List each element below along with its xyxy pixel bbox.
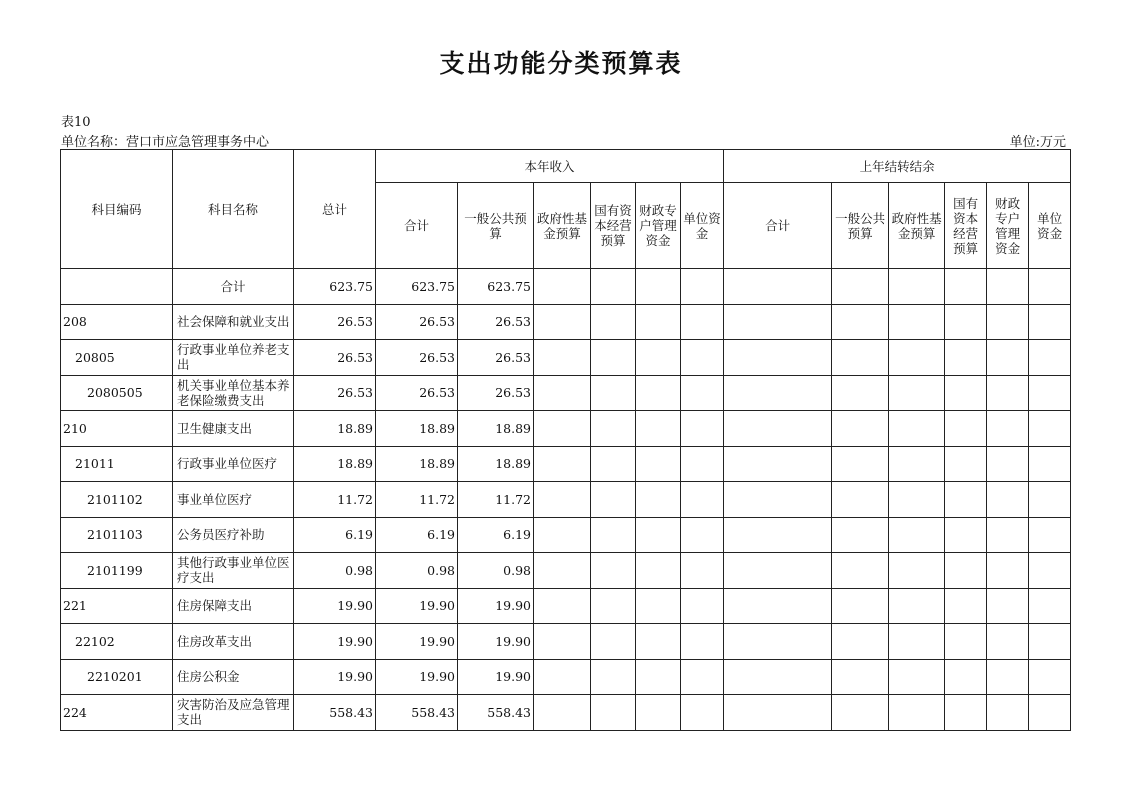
subject-name: 公务员医疗补助 (173, 517, 294, 553)
empty-cell (636, 482, 681, 518)
empty-cell (889, 411, 945, 447)
header-carryover: 上年结转结余 (724, 150, 1071, 183)
row-total: 26.53 (294, 340, 376, 376)
empty-cell (832, 659, 889, 695)
empty-cell (987, 269, 1029, 305)
header-name: 科目名称 (173, 150, 294, 269)
empty-cell (945, 375, 987, 411)
subject-name: 住房改革支出 (173, 624, 294, 660)
empty-cell (724, 340, 832, 376)
empty-cell (591, 411, 636, 447)
empty-cell (636, 695, 681, 731)
empty-cell (681, 375, 724, 411)
empty-cell (534, 624, 591, 660)
row-cy-sum: 19.90 (376, 588, 458, 624)
empty-cell (889, 517, 945, 553)
empty-cell (832, 304, 889, 340)
total-label: 合计 (173, 269, 294, 305)
subject-code: 2101102 (61, 482, 173, 518)
empty-cell (591, 695, 636, 731)
empty-cell (987, 659, 1029, 695)
subject-code: 2210201 (61, 659, 173, 695)
empty-cell (724, 304, 832, 340)
row-cy-general: 18.89 (458, 411, 534, 447)
header-co-sum: 合计 (724, 183, 832, 269)
header-co-gov-fund: 政府性基金预算 (889, 183, 945, 269)
empty-cell (945, 304, 987, 340)
header-total: 总计 (294, 150, 376, 269)
row-cy-general: 26.53 (458, 375, 534, 411)
table-row (61, 482, 1071, 518)
empty-cell (1029, 695, 1071, 731)
empty-cell (636, 588, 681, 624)
row-cy-sum: 18.89 (376, 411, 458, 447)
empty-cell (591, 517, 636, 553)
empty-cell (945, 659, 987, 695)
empty-cell (1029, 304, 1071, 340)
empty-cell (591, 624, 636, 660)
empty-cell (636, 269, 681, 305)
empty-cell (534, 304, 591, 340)
header-code: 科目编码 (61, 150, 173, 269)
empty-cell (945, 588, 987, 624)
table-row (61, 375, 1071, 411)
total-general: 623.75 (458, 269, 534, 305)
empty-cell (724, 375, 832, 411)
empty-cell (1029, 517, 1071, 553)
row-cy-sum: 6.19 (376, 517, 458, 553)
row-cy-sum: 558.43 (376, 695, 458, 731)
header-co-fiscal-account: 财政专户管理资金 (987, 183, 1029, 269)
empty-cell (534, 695, 591, 731)
empty-cell (889, 340, 945, 376)
total-code (61, 269, 173, 305)
header-cy-gov-fund: 政府性基金预算 (534, 183, 591, 269)
currency-unit: 单位:万元 (1009, 135, 1066, 150)
row-cy-general: 26.53 (458, 340, 534, 376)
empty-cell (724, 588, 832, 624)
empty-cell (987, 411, 1029, 447)
empty-cell (591, 375, 636, 411)
empty-cell (987, 446, 1029, 482)
row-cy-general: 19.90 (458, 588, 534, 624)
empty-cell (987, 375, 1029, 411)
table-row (61, 517, 1071, 553)
total-total: 623.75 (294, 269, 376, 305)
empty-cell (724, 517, 832, 553)
subject-code: 224 (61, 695, 173, 731)
row-total: 19.90 (294, 624, 376, 660)
empty-cell (724, 659, 832, 695)
empty-cell (636, 340, 681, 376)
empty-cell (681, 624, 724, 660)
row-cy-sum: 0.98 (376, 553, 458, 589)
empty-cell (1029, 375, 1071, 411)
empty-cell (1029, 659, 1071, 695)
row-cy-general: 558.43 (458, 695, 534, 731)
empty-cell (534, 517, 591, 553)
empty-cell (681, 304, 724, 340)
empty-cell (889, 482, 945, 518)
empty-cell (832, 695, 889, 731)
empty-cell (534, 340, 591, 376)
row-total: 19.90 (294, 659, 376, 695)
header-co-general: 一般公共预算 (832, 183, 889, 269)
header-cy-sum: 合计 (376, 183, 458, 269)
row-total: 26.53 (294, 304, 376, 340)
empty-cell (534, 269, 591, 305)
empty-cell (945, 624, 987, 660)
row-cy-sum: 19.90 (376, 624, 458, 660)
empty-cell (832, 624, 889, 660)
row-cy-sum: 26.53 (376, 340, 458, 376)
empty-cell (945, 411, 987, 447)
empty-cell (681, 340, 724, 376)
empty-cell (945, 340, 987, 376)
row-cy-sum: 18.89 (376, 446, 458, 482)
empty-cell (591, 340, 636, 376)
subject-name: 卫生健康支出 (173, 411, 294, 447)
row-cy-sum: 11.72 (376, 482, 458, 518)
empty-cell (681, 659, 724, 695)
row-total: 19.90 (294, 588, 376, 624)
empty-cell (832, 482, 889, 518)
empty-cell (889, 304, 945, 340)
row-cy-general: 18.89 (458, 446, 534, 482)
empty-cell (945, 695, 987, 731)
empty-cell (1029, 588, 1071, 624)
row-cy-general: 6.19 (458, 517, 534, 553)
row-total: 18.89 (294, 411, 376, 447)
subject-code: 2080505 (61, 375, 173, 411)
empty-cell (832, 375, 889, 411)
empty-cell (832, 269, 889, 305)
header-current-year: 本年收入 (376, 150, 724, 183)
empty-cell (832, 553, 889, 589)
subject-name: 灾害防治及应急管理支出 (173, 695, 294, 731)
row-cy-general: 26.53 (458, 304, 534, 340)
empty-cell (1029, 624, 1071, 660)
subject-code: 22102 (61, 624, 173, 660)
table-row (61, 304, 1071, 340)
empty-cell (534, 411, 591, 447)
empty-cell (591, 553, 636, 589)
empty-cell (889, 624, 945, 660)
empty-cell (1029, 340, 1071, 376)
header-cy-state-capital: 国有资本经营预算 (591, 183, 636, 269)
empty-cell (681, 517, 724, 553)
table-row (61, 553, 1071, 589)
empty-cell (987, 624, 1029, 660)
empty-cell (591, 588, 636, 624)
empty-cell (945, 482, 987, 518)
empty-cell (724, 553, 832, 589)
empty-cell (681, 695, 724, 731)
empty-cell (1029, 553, 1071, 589)
empty-cell (832, 588, 889, 624)
empty-cell (724, 695, 832, 731)
empty-cell (945, 553, 987, 589)
empty-cell (534, 588, 591, 624)
empty-cell (636, 375, 681, 411)
empty-cell (987, 553, 1029, 589)
empty-cell (681, 588, 724, 624)
empty-cell (987, 517, 1029, 553)
empty-cell (534, 553, 591, 589)
empty-cell (987, 695, 1029, 731)
empty-cell (591, 659, 636, 695)
empty-cell (724, 411, 832, 447)
header-co-state-capital: 国有资本经营预算 (945, 183, 987, 269)
empty-cell (681, 482, 724, 518)
row-total: 6.19 (294, 517, 376, 553)
empty-cell (636, 659, 681, 695)
subject-name: 住房公积金 (173, 659, 294, 695)
header-cy-fiscal-account: 财政专户管理资金 (636, 183, 681, 269)
row-total: 26.53 (294, 375, 376, 411)
empty-cell (534, 375, 591, 411)
empty-cell (889, 446, 945, 482)
empty-cell (636, 624, 681, 660)
empty-cell (534, 659, 591, 695)
empty-cell (1029, 269, 1071, 305)
subject-name: 住房保障支出 (173, 588, 294, 624)
subject-code: 221 (61, 588, 173, 624)
empty-cell (889, 659, 945, 695)
header-cy-general: 一般公共预算 (458, 183, 534, 269)
empty-cell (724, 446, 832, 482)
empty-cell (681, 446, 724, 482)
empty-cell (591, 482, 636, 518)
row-cy-sum: 26.53 (376, 375, 458, 411)
empty-cell (945, 517, 987, 553)
empty-cell (636, 411, 681, 447)
row-total: 11.72 (294, 482, 376, 518)
empty-cell (681, 269, 724, 305)
table-row (61, 340, 1071, 376)
row-cy-general: 0.98 (458, 553, 534, 589)
empty-cell (636, 517, 681, 553)
table-row (61, 446, 1071, 482)
empty-cell (945, 269, 987, 305)
empty-cell (889, 553, 945, 589)
subject-name: 行政事业单位养老支出 (173, 340, 294, 376)
subject-code: 21011 (61, 446, 173, 482)
total-sum: 623.75 (376, 269, 458, 305)
empty-cell (534, 446, 591, 482)
empty-cell (889, 588, 945, 624)
table-row (61, 695, 1071, 731)
empty-cell (987, 482, 1029, 518)
empty-cell (636, 446, 681, 482)
row-cy-sum: 26.53 (376, 304, 458, 340)
total-row (61, 269, 1071, 305)
subject-code: 20805 (61, 340, 173, 376)
empty-cell (832, 517, 889, 553)
header-co-unit-fund: 单位资金 (1029, 183, 1071, 269)
empty-cell (724, 269, 832, 305)
row-total: 18.89 (294, 446, 376, 482)
empty-cell (889, 695, 945, 731)
row-total: 0.98 (294, 553, 376, 589)
table-number: 表10 (61, 115, 91, 130)
header-cy-unit-fund: 单位资金 (681, 183, 724, 269)
empty-cell (724, 624, 832, 660)
empty-cell (1029, 411, 1071, 447)
page-title: 支出功能分类预算表 (439, 49, 683, 78)
row-cy-general: 11.72 (458, 482, 534, 518)
empty-cell (591, 446, 636, 482)
empty-cell (1029, 482, 1071, 518)
empty-cell (832, 446, 889, 482)
table-row (61, 411, 1071, 447)
unit-name: 单位名称：营口市应急管理事务中心 (61, 135, 270, 150)
empty-cell (987, 340, 1029, 376)
subject-name: 行政事业单位医疗 (173, 446, 294, 482)
empty-cell (1029, 446, 1071, 482)
subject-code: 2101103 (61, 517, 173, 553)
empty-cell (889, 375, 945, 411)
row-total: 558.43 (294, 695, 376, 731)
empty-cell (724, 482, 832, 518)
subject-name: 社会保障和就业支出 (173, 304, 294, 340)
subject-code: 208 (61, 304, 173, 340)
empty-cell (636, 304, 681, 340)
empty-cell (681, 553, 724, 589)
row-cy-general: 19.90 (458, 624, 534, 660)
empty-cell (681, 411, 724, 447)
empty-cell (832, 340, 889, 376)
empty-cell (945, 446, 987, 482)
table-row (61, 659, 1071, 695)
row-cy-general: 19.90 (458, 659, 534, 695)
empty-cell (534, 482, 591, 518)
subject-name: 机关事业单位基本养老保险缴费支出 (173, 375, 294, 411)
subject-code: 2101199 (61, 553, 173, 589)
empty-cell (591, 304, 636, 340)
subject-code: 210 (61, 411, 173, 447)
table-row (61, 624, 1071, 660)
subject-name: 其他行政事业单位医疗支出 (173, 553, 294, 589)
empty-cell (889, 269, 945, 305)
row-cy-sum: 19.90 (376, 659, 458, 695)
empty-cell (636, 553, 681, 589)
empty-cell (987, 588, 1029, 624)
budget-table (60, 149, 1071, 731)
subject-name: 事业单位医疗 (173, 482, 294, 518)
empty-cell (832, 411, 889, 447)
empty-cell (987, 304, 1029, 340)
empty-cell (591, 269, 636, 305)
table-row (61, 588, 1071, 624)
